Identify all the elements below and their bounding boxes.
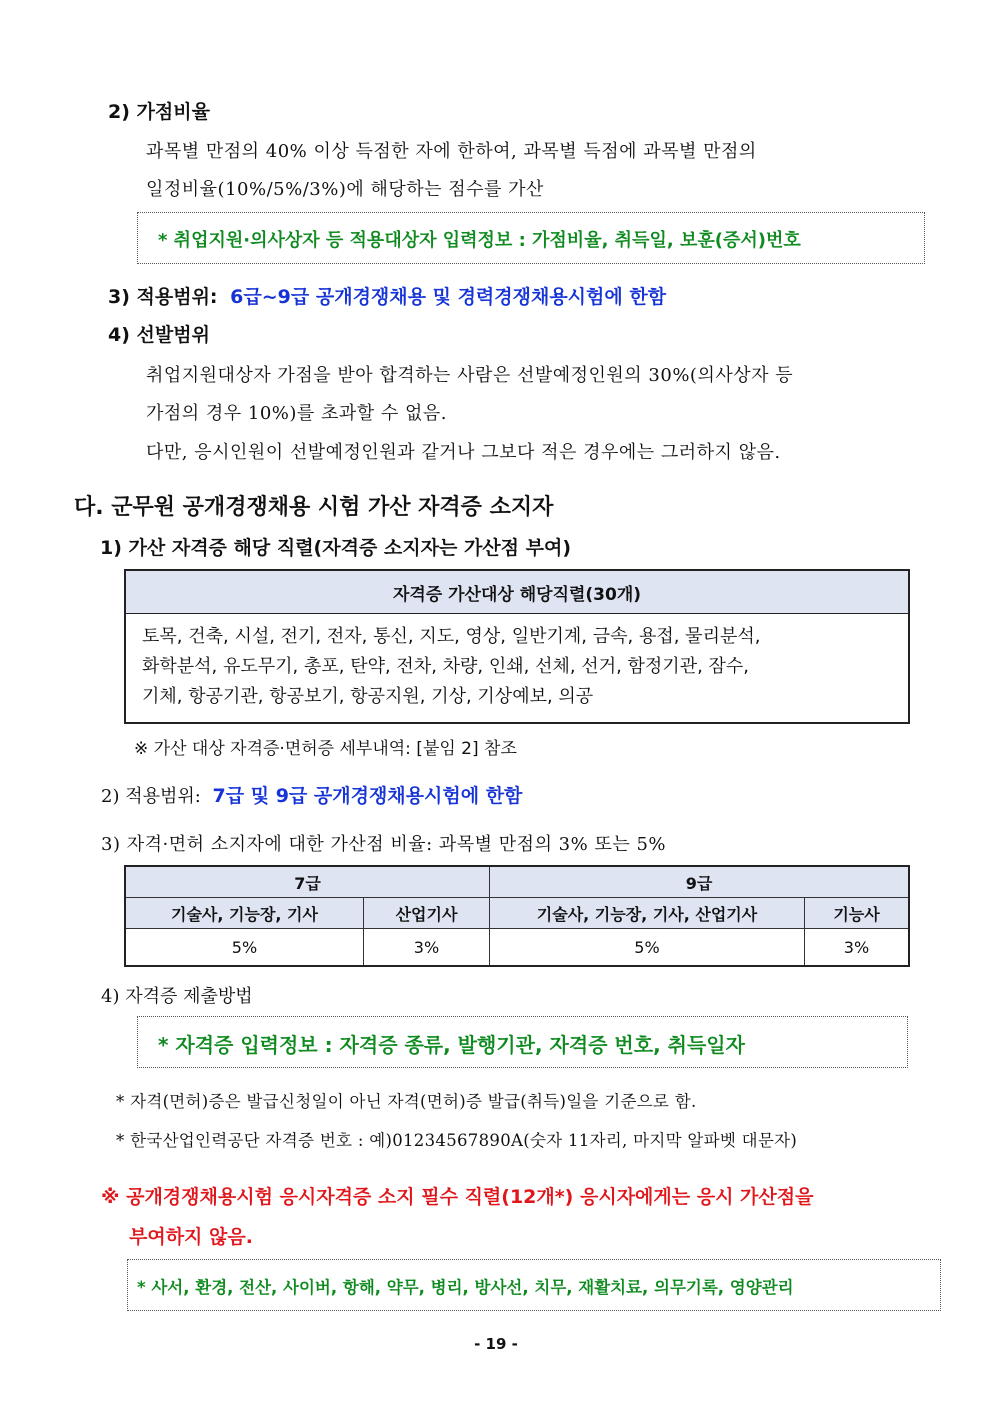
footnote-2: * 한국산업인력공단 자격증 번호 : 예)01234567890A(숫자 11자리, 마지막 알파벳 대문자)	[116, 1131, 798, 1150]
section-4-heading: 4) 선발범위	[108, 324, 210, 346]
footnote-1: * 자격(면허)증은 발급신청일이 아닌 자격(면허)증 발급(취득)일을 기준으로 함.	[116, 1092, 697, 1111]
required-series-list: * 사서, 환경, 전산, 사이버, 항해, 약무, 병리, 방사선, 치무, 재활치료, 의무기록, 영양관리	[137, 1278, 794, 1297]
section-4-line-2: 가점의 경우 10%)를 초과할 수 없음.	[146, 403, 448, 424]
warning-line-1: ※ 공개경쟁채용시험 응시자격증 소지 필수 직렬(12개*) 응시자에게는 응시 가산점을	[101, 1186, 814, 1208]
grade-9-header: 9급	[490, 866, 910, 898]
section-2-note-box	[137, 212, 925, 264]
col-header: 기능사	[805, 898, 910, 929]
section-d-sub-2	[101, 781, 522, 808]
section-d-sub-1: 1) 가산 자격증 해당 직렬(자격증 소지자는 가산점 부여)	[100, 537, 572, 559]
section-3-value: 6급~9급 공개경쟁채용 및 경력경쟁채용시험에 한함	[230, 286, 667, 308]
bonus-rate-table	[124, 865, 910, 967]
rate-cell: 3%	[805, 929, 910, 967]
rate-cell: 5%	[490, 929, 805, 967]
eligible-series-line-2: 화학분석, 유도무기, 총포, 탄약, 전차, 차량, 인쇄, 선체, 선거, 함정기관, 잠수,	[142, 656, 750, 677]
page-number: - 19 -	[474, 1335, 518, 1353]
grade-7-header: 7급	[125, 866, 490, 898]
reference-note: ※ 가산 대상 자격증·면허증 세부내역: [붙임 2] 참조	[134, 739, 517, 759]
certificate-note-box	[137, 1016, 908, 1068]
col-header: 산업기사	[364, 898, 490, 929]
section-d-title: 다. 군무원 공개경쟁채용 시험 가산 자격증 소지자	[74, 495, 554, 520]
section-d-sub-2-label: 2) 적용범위:	[101, 786, 201, 807]
eligible-series-header: 자격증 가산대상 해당직렬(30개)	[125, 570, 909, 614]
section-d-sub-2-value: 7급 및 9급 공개경쟁채용시험에 한함	[212, 785, 523, 807]
section-3-line	[108, 282, 666, 309]
section-4-line-3: 다만, 응시인원이 선발예정인원과 같거나 그보다 적은 경우에는 그러하지 않음.	[146, 442, 781, 463]
table-row	[125, 929, 909, 967]
eligible-series-line-1: 토목, 건축, 시설, 전기, 전자, 통신, 지도, 영상, 일반기계, 금속, 용접, 물리분석,	[142, 626, 761, 647]
section-2-line-2: 일정비율(10%/5%/3%)에 해당하는 점수를 가산	[146, 179, 544, 200]
section-2-note: * 취업지원·의사상자 등 적용대상자 입력정보 : 가점비율, 취득일, 보훈(증서)번호	[158, 230, 801, 251]
eligible-series-line-3: 기체, 항공기관, 항공보기, 항공지원, 기상, 기상예보, 의공	[142, 686, 594, 707]
col-header: 기술사, 기능장, 기사, 산업기사	[490, 898, 805, 929]
section-d-sub-4: 4) 자격증 제출방법	[101, 986, 253, 1007]
rate-cell: 3%	[364, 929, 490, 967]
eligible-series-table	[124, 569, 910, 724]
col-header: 기술사, 기능장, 기사	[125, 898, 364, 929]
rate-cell: 5%	[125, 929, 364, 967]
section-2-line-1: 과목별 만점의 40% 이상 득점한 자에 한하여, 과목별 득점에 과목별 만점의	[146, 141, 757, 162]
section-d-sub-3: 3) 자격·면허 소지자에 대한 가산점 비율: 과목별 만점의 3% 또는 5%	[101, 834, 667, 855]
section-3-label: 3) 적용범위:	[108, 286, 218, 308]
required-series-box	[127, 1259, 941, 1311]
section-2-heading: 2) 가점비율	[108, 101, 210, 123]
section-4-line-1: 취업지원대상자 가점을 받아 합격하는 사람은 선발예정인원의 30%(의사상자 등	[146, 365, 794, 386]
certificate-note: * 자격증 입력정보 : 자격증 종류, 발행기관, 자격증 번호, 취득일자	[158, 1033, 745, 1057]
eligible-series-cell	[125, 614, 909, 724]
warning-line-2: 부여하지 않음.	[129, 1226, 253, 1248]
